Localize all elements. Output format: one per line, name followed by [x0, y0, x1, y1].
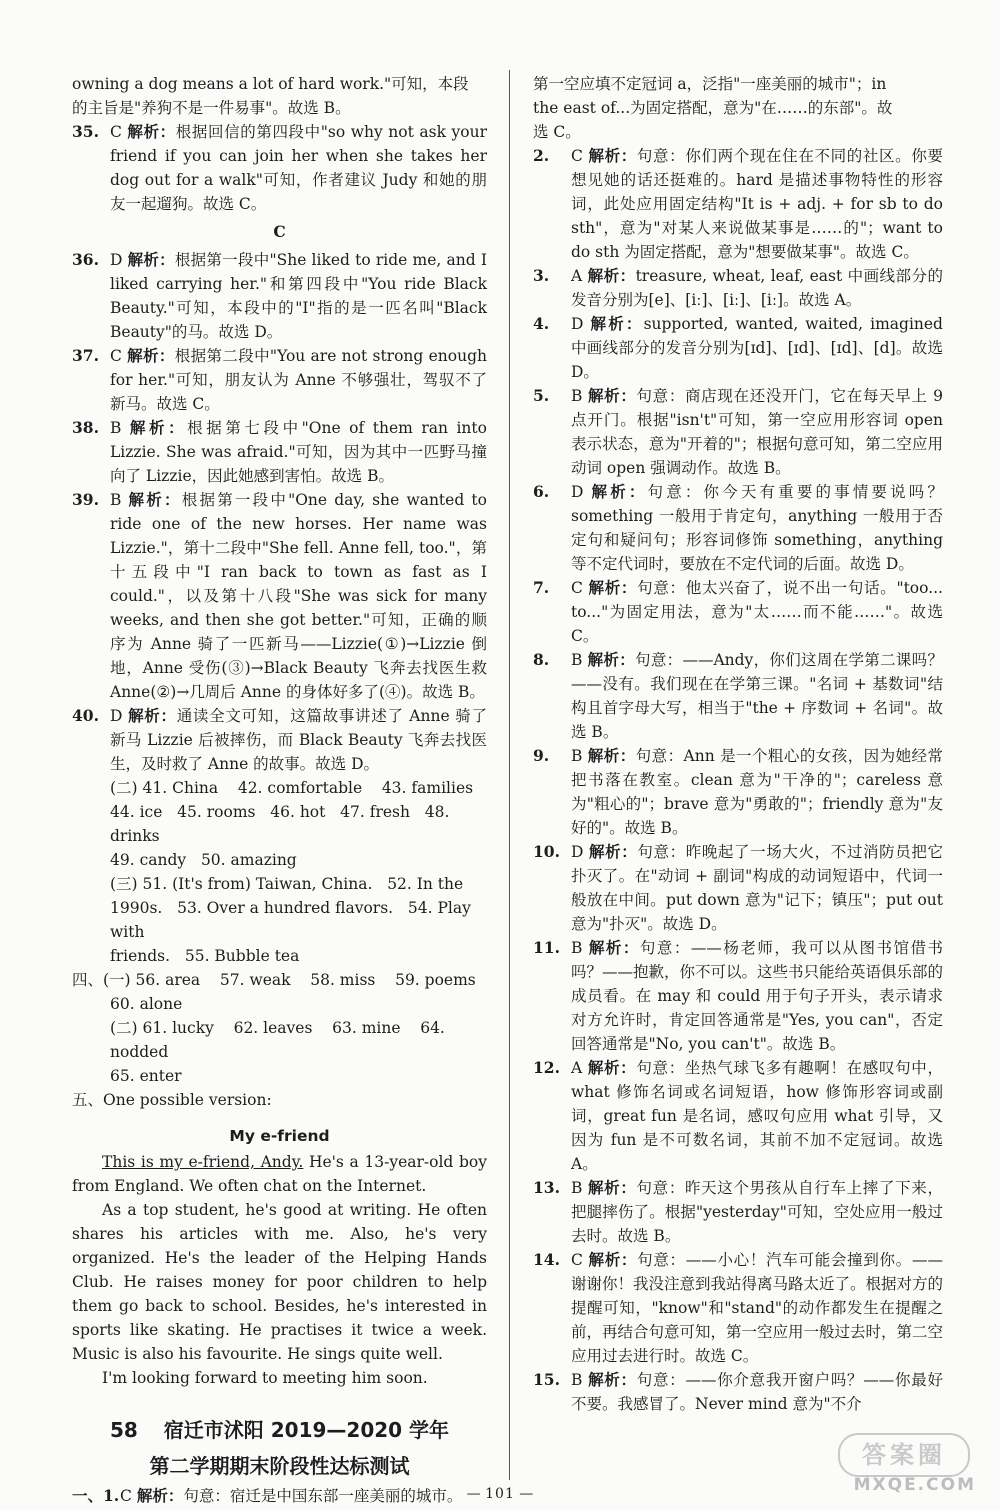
analysis-label: 解析：: [588, 386, 637, 405]
item-explanation: 根据第七段中"One of them ran into Lizzie. She was afraid."可知，因为其中一匹野马撞向了 Lizzie，因此她感到害怕。故选 B。: [110, 419, 487, 485]
item-number: 5.: [533, 386, 550, 405]
analysis-label: 解析：: [127, 122, 176, 141]
answer-item: [533, 840, 943, 936]
item-number: 38.: [72, 418, 99, 437]
item-explanation: 根据第一段中"She liked to ride me, and I liked carrying her."和第四段中"You ride Black Beauty."可知，本段中的"I"指的是一匹名叫"Black Beauty"的马。故选 D。: [110, 251, 487, 341]
analysis-label: 解析：: [588, 1370, 637, 1389]
item-number: 2.: [533, 146, 550, 165]
item-explanation: 句意：坐热气球飞多有趣啊！在感叹句中，what 修饰名词或名词短语，how 修饰形容词或副词，great fun 是名词，感叹句应用 what 引导，又因为 fun 是不可数名词，其前不加不定冠词。故选 A。: [571, 1059, 943, 1173]
item-answer: D: [571, 843, 584, 861]
text-line: 的主旨是"养狗不是一件易事"。故选 B。: [72, 99, 351, 117]
left-items-b: [72, 248, 487, 776]
item-answer: B: [571, 1179, 583, 1197]
analysis-label: 解析：: [128, 706, 177, 725]
analysis-label: 解析：: [128, 490, 182, 509]
item-answer: B: [571, 1371, 583, 1389]
item-explanation: 句意：昨天这个男孩从自行车上摔了下来，把腿摔伤了。根据"yesterday"可知，空处应用一般过去时。故选 B。: [571, 1179, 943, 1245]
item-answer: B: [571, 387, 583, 405]
fill-answers: [72, 776, 487, 1112]
item-explanation: 通读全文可知，这篇故事讲述了 Anne 骑了新马 Lizzie 后被摔伤，而 Black Beauty 飞奔去找医生，及时救了 Anne 的故事。故选 D。: [110, 707, 487, 773]
item-number: 15.: [533, 1370, 560, 1389]
right-column: [533, 72, 943, 1416]
essay-paragraph: As a top student, he's good at writing. He often shares his articles with me. Also, he's very organized. He's the leader of the Helping Hands Club. He raises money for poor children to help them go back to school. Besides, he's interested in sports like skating. He practises it twice a week. Music is also his favourite. He sings quite well.: [72, 1201, 487, 1363]
item-answer: C: [571, 579, 583, 597]
item-explanation: 句意：——你介意我开窗户吗？——你最好不要。我感冒了。Never mind 意为"不介: [571, 1371, 943, 1413]
item-number: 7.: [533, 578, 550, 597]
analysis-label: 解析：: [588, 842, 638, 861]
answer-item: [72, 416, 487, 488]
column-divider: [509, 70, 510, 1480]
item-explanation: 根据第二段中"You are not strong enough for her."可知，朋友认为 Anne 不够强壮，驾驭不了新马。故选 C。: [110, 347, 487, 413]
item-explanation: 句意：Ann 是一个粗心的女孩，因为她经常把书落在教室。clean 意为"干净的"；careless 意为"粗心的"；brave 意为"勇敢的"；friendly 意为"友好的"。故选 B。: [571, 747, 943, 837]
item-explanation: 句意：——杨老师，我可以从图书馆借书吗？——抱歉，你不可以。这些书只能给英语俱乐部的成员看。在 may 和 could 用于句子开头，表示请求对方允许时，肯定回答通常是"Yes, you can"，否定回答通常是"No, you can't"。故选 B。: [571, 939, 944, 1053]
analysis-label: 解析：: [587, 1178, 637, 1197]
item-explanation: 句意：——Andy，你们这周在学第二课吗？——没有。我们现在在学第三课。"名词 + 基数词"结构且首字母大写，相当于"the + 序数词 + 名词"。故选 B。: [571, 651, 943, 741]
item-number: 4.: [533, 314, 550, 333]
item-explanation: 根据第一段中"One day, she wanted to ride one of the new horses. Her name was Lizzie."，第十二段中"She fell. Anne fell, too."，第十五段中"I ran back to town as fast as I could."，以及第十八段"She was sick for many weeks, and then she got better."可知，正确的顺序为 Anne 骑了一匹新马——Lizzie(①)→Lizzie 倒地，Anne 受伤(③)→Black Beauty 飞奔去找医生救 Anne(②)→几周后 Anne 的身体好多了(④)。故选 B。: [110, 491, 487, 701]
item-number: 8.: [533, 650, 550, 669]
answer-item: [533, 648, 943, 744]
item-answer: D: [571, 315, 584, 333]
item-explanation: 句意：昨晚起了一场大火，不过消防员把它扑灭了。在"动词 + 副词"构成的动词短语中，代词一般放在中间。put down 意为"记下；镇压"；put out 意为"扑灭"。故选 D。: [571, 843, 943, 933]
section-number: 58: [109, 1418, 138, 1442]
item-number: 9.: [533, 746, 550, 765]
answer-item: [533, 144, 943, 264]
essay-underlined-sentence: This is my e-friend, Andy.: [102, 1153, 304, 1171]
right-intro: [533, 72, 943, 144]
item-explanation: 句意：你今天有重要的事情要说吗？something 一般用于肯定句，anything 一般用于否定句和疑问句；形容词修饰 something，anything 等不定代词时，要放在不定代词的后面。故选 D。: [571, 483, 943, 573]
answer-item: [72, 120, 487, 216]
item-number: 40.: [72, 706, 99, 725]
item-explanation: treasure, wheat, leaf, east 中画线部分的发音分别为[e]、[iː]、[iː]、[iː]。故选 A。: [571, 267, 943, 309]
answer-item: [72, 488, 487, 704]
analysis-label: 解析：: [127, 346, 175, 365]
item-number: 11.: [533, 938, 560, 957]
item-number: 12.: [533, 1058, 560, 1077]
analysis-label: 解析：: [587, 1058, 637, 1077]
essay-title: My e-friend: [229, 1127, 330, 1145]
item-answer: B: [571, 651, 583, 669]
page-number-value: 101: [485, 1486, 515, 1502]
item-answer: D: [110, 707, 123, 725]
left-column: [72, 72, 487, 1508]
text-line: 选 C。: [533, 123, 581, 141]
item-number: 39.: [72, 490, 99, 509]
item-explanation: 句意：他太兴奋了，说不出一句话。"too... to..."为固定用法，意为"太……而不能……"。故选 C。: [571, 579, 943, 645]
item-explanation: 句意：宿迁是中国东部一座美丽的城市。: [183, 1487, 463, 1505]
answer-item: [533, 576, 943, 648]
left-items-a: [72, 120, 487, 216]
fill-answer-row: (三) 51. (It's from) Taiwan, China. 52. In the: [110, 875, 464, 893]
fill-answer-row: (二) 41. China 42. comfortable 43. families: [110, 779, 474, 797]
answer-item: [533, 264, 943, 312]
essay-paragraph: [72, 1150, 487, 1198]
answer-item: [72, 704, 487, 776]
item-number: 6.: [533, 482, 550, 501]
item-answer: A: [571, 267, 583, 285]
analysis-label: 解析：: [587, 650, 636, 669]
page-number: — 101 —: [466, 1486, 534, 1502]
analysis-label: 解析：: [591, 482, 648, 501]
essay-paragraph: I'm looking forward to meeting him soon.: [102, 1369, 428, 1387]
watermark-url: MXQE.COM: [853, 1475, 976, 1495]
item-number: 13.: [533, 1178, 560, 1197]
left-intro: [72, 72, 487, 120]
fill-answer-row: 60. alone: [110, 995, 183, 1013]
fill-answer-row: friends. 55. Bubble tea: [110, 947, 300, 965]
answer-item: [533, 384, 943, 480]
item-number: 一、1.: [72, 1486, 120, 1505]
text-line: owning a dog means a lot of hard work."可知，本段: [72, 75, 469, 93]
item-answer: C: [110, 123, 122, 141]
answer-item: [72, 248, 487, 344]
fill-answer-row: 1990s. 53. Over a hundred flavors. 54. Play with: [110, 899, 476, 941]
essay-p1-rest: He's a 13-year-old boy from England. We often chat on the Internet.: [72, 1153, 487, 1195]
analysis-label: 解析：: [588, 578, 638, 597]
item-number: 37.: [72, 346, 99, 365]
item-answer: B: [110, 491, 122, 509]
item-number: 10.: [533, 842, 560, 861]
section-heading: [72, 1412, 487, 1484]
analysis-label: 解析：: [588, 938, 640, 957]
item-answer: C: [110, 347, 122, 365]
answer-item: [533, 312, 943, 384]
answer-item: [533, 1368, 943, 1416]
analysis-label: 解析：: [127, 250, 175, 269]
answer-item: [533, 936, 943, 1056]
answer-item: [533, 1248, 943, 1368]
fill-answer-row: 五、One possible version:: [72, 1091, 272, 1109]
text-line: the east of...为固定搭配，意为"在……的东部"。故: [533, 99, 893, 117]
watermark-stamp: 答案圈: [838, 1433, 970, 1477]
analysis-label: 解析：: [136, 1486, 184, 1505]
text-line: 第一空应填不定冠词 a，泛指"一座美丽的城市"；in: [533, 75, 887, 93]
fill-answer-row: 44. ice 45. rooms 46. hot 47. fresh 48. drinks: [110, 803, 455, 845]
answer-item: [533, 744, 943, 840]
answer-item: [533, 480, 943, 576]
section-c-heading: C: [273, 222, 286, 241]
item-answer: C: [571, 1251, 583, 1269]
item-answer: C: [571, 147, 583, 165]
item-explanation: 根据回信的第四段中"so why not ask your friend if you can join her when she takes her dog out for a walk"可知，作者建议 Judy 和她的朋友一起遛狗。故选 C。: [110, 123, 487, 213]
fill-answer-row: 四、(一) 56. area 57. weak 58. miss 59. poems: [72, 971, 476, 989]
item-number: 36.: [72, 250, 99, 269]
answer-item: [533, 1056, 943, 1176]
answer-item: [533, 1176, 943, 1248]
analysis-label: 解析：: [587, 266, 636, 285]
section-title-line-1: 宿迁市沭阳 2019—2020 学年: [163, 1418, 450, 1442]
watermark: [840, 1441, 988, 1503]
right-items: [533, 144, 943, 1416]
item-answer: C: [120, 1487, 132, 1505]
item-answer: D: [571, 483, 584, 501]
item-explanation: 句意：——小心！汽车可能会撞到你。——谢谢你！我没注意到我站得离马路太近了。根据对方的提醒可知，"know"和"stand"的动作都发生在提醒之前，再结合句意可知，第一空应用一般过去时，第二空应用过去进行时。故选 C。: [571, 1251, 944, 1365]
item-answer: D: [110, 251, 123, 269]
item-answer: B: [571, 747, 583, 765]
analysis-label: 解析：: [587, 746, 636, 765]
item-explanation: 句意：你们两个现在住在不同的社区。你要想见她的话还挺难的。hard 是描述事物特性的形容词，此处应用固定结构"It is + adj. + for sb to do sth"，意为"对某人来说做某事是……的"；want to do sth 为固定搭配，意为"想要做某事"。故选 C。: [571, 147, 943, 261]
essay: [72, 1124, 487, 1390]
analysis-label: 解析：: [588, 1250, 638, 1269]
item-answer: B: [110, 419, 122, 437]
item-answer: B: [571, 939, 583, 957]
fill-answer-row: (二) 61. lucky 62. leaves 63. mine 64. nodded: [110, 1019, 450, 1061]
item-explanation: 句意：商店现在还没开门，它在每天早上 9 点开门。根据"isn't"可知，第一空应用形容词 open 表示状态，意为"开着的"；根据句意可知，第二空应用动词 open 强调动作。故选 B。: [571, 387, 943, 477]
analysis-label: 解析：: [590, 314, 644, 333]
section-title-line-2: 第二学期期末阶段性达标测试: [149, 1454, 410, 1478]
item-number: 3.: [533, 266, 550, 285]
item-number: 35.: [72, 122, 99, 141]
fill-answer-row: 49. candy 50. amazing: [110, 851, 297, 869]
item-explanation: supported, wanted, waited, imagined 中画线部分的发音分别为[ɪd]、[ɪd]、[ɪd]、[d]。故选 D。: [571, 315, 943, 381]
fill-answer-row: 65. enter: [110, 1067, 182, 1085]
analysis-label: 解析：: [588, 146, 637, 165]
item-number: 14.: [533, 1250, 560, 1269]
item-answer: A: [571, 1059, 583, 1077]
answer-item: [72, 344, 487, 416]
analysis-label: 解析：: [129, 418, 188, 437]
